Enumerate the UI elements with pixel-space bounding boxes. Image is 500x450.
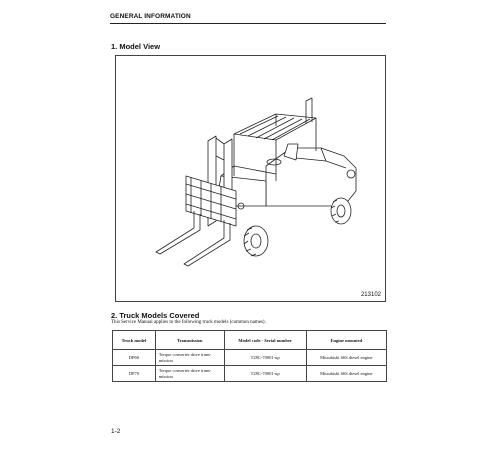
col-header-transmission: Transmission [155,331,224,350]
figure-frame [115,55,386,302]
section-title-model-view: 1. Model View [111,42,161,51]
intro-text: This Service Manual applies to the following truck models (common names). [111,320,266,325]
cell-engine: Mitsubishi S6S diesel engine [306,350,386,366]
cell-model-code: T28C-70001-up [224,350,306,366]
col-header-engine: Engine mounted [306,331,386,350]
page-header-title: GENERAL INFORMATION [110,13,191,20]
cell-truck-model: DP60 [113,350,156,366]
cell-engine: Mitsubishi S6S diesel engine [306,366,386,382]
cell-model-code: T28C-70001-up [224,366,306,382]
cell-truck-model: DP70 [113,366,156,382]
page-number: 1-2 [111,428,121,435]
col-header-truck-model: Truck model [113,331,156,350]
table-row [113,366,387,382]
section-title-truck-models: 2. Truck Models Covered [111,311,200,320]
forklift-illustration [116,56,385,301]
cell-transmission: Torque converter drive trans-mission [155,366,224,382]
truck-models-table [112,330,387,382]
table-row [113,350,387,366]
header-rule [110,23,386,24]
table-header-row [113,331,387,350]
col-header-model-code: Model code - Serial number [224,331,306,350]
figure-number: 213102 [360,292,381,298]
cell-transmission: Torque converter drive trans-mission [155,350,224,366]
